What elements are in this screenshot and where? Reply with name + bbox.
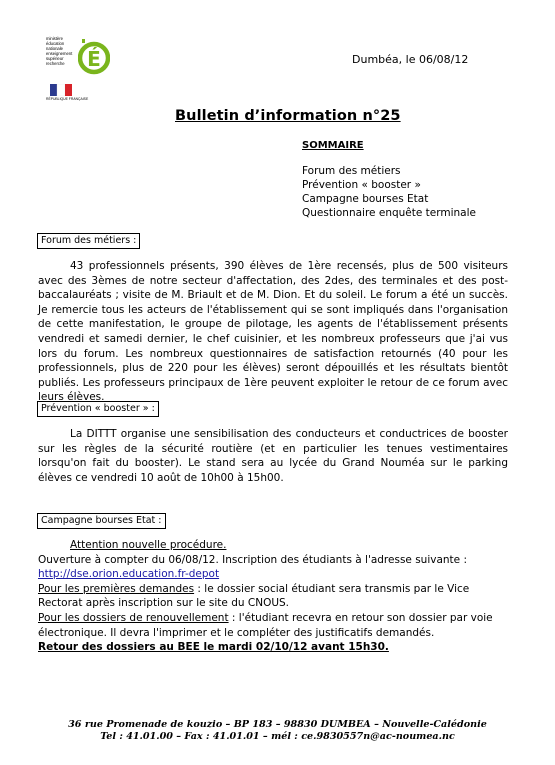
sommaire-item: Campagne bourses Etat [302, 193, 429, 205]
campagne-body [38, 538, 508, 655]
republic-flag-icon [50, 84, 72, 96]
sommaire-item: Prévention « booster » [302, 179, 421, 191]
first-requests-label: Pour les premières demandes [38, 582, 195, 595]
republic-text: RÉPUBLIQUE FRANÇAISE [46, 97, 89, 101]
sommaire-heading: SOMMAIRE [302, 140, 364, 151]
ministry-line: enseignement [46, 51, 73, 56]
ministry-line: supérieur [46, 56, 64, 61]
prevention-text: La DITTT organise une sensibilisation des conducteurs et conductrices de booster sur les règles de la sécurité routière (et en particulier les tenues vestimentaires lorsqu'on fait du booster). Le stand sera au lycée du Grand Nouméa sur le parking élèves ce vendredi 10 août de 10h00 à 15h00. [38, 428, 508, 484]
depot-link[interactable]: http://dse.orion.education.fr-depot [38, 568, 220, 581]
bulletin-title: Bulletin d’information n°25 [175, 108, 401, 124]
ministry-line: éducation [46, 41, 65, 46]
footer-contact: Tel : 41.01.00 – Fax : 41.01.01 – mél : ce.9830557n@ac-noumea.nc [100, 731, 455, 742]
ministry-line: recherche [46, 61, 65, 66]
date-line: Dumbéa, le 06/08/12 [352, 53, 469, 66]
sommaire-item: Forum des métiers [302, 165, 401, 177]
first-requests-text: : le dossier social étudiant sera transmis par le Vice Rectorat après inscription sur le site du CNOUS. [38, 582, 470, 610]
sommaire-item: Questionnaire enquête terminale [302, 207, 476, 219]
campagne-heading: Campagne bourses Etat : [37, 513, 166, 529]
return-deadline: Retour des dossiers au BEE le mardi 02/10/12 avant 15h30. [38, 641, 389, 654]
logo-e-icon [78, 36, 110, 76]
forum-heading: Forum des métiers : [37, 233, 140, 249]
prevention-heading: Prévention « booster » : [37, 401, 159, 417]
attention-note: Attention nouvelle procédure. [70, 539, 227, 551]
footer-address: 36 rue Promenade de kouzio – BP 183 – 98830 DUMBEA – Nouvelle-Calédonie [68, 719, 487, 730]
sommaire [302, 140, 502, 220]
ministry-line: nationale [46, 46, 63, 51]
footer [0, 719, 555, 743]
ministry-line: ministère [46, 36, 63, 41]
ministry-logo [40, 36, 110, 106]
logo-letter: É [87, 47, 101, 71]
renewal-label: Pour les dossiers de renouvellement [38, 611, 229, 624]
opening-line: Ouverture à compter du 06/08/12. Inscription des étudiants à l'adresse suivante : [38, 553, 468, 566]
forum-text: 43 professionnels présents, 390 élèves de 1ère recensés, plus de 500 visiteurs avec des 3èmes de notre secteur d'affectation, des 2des, des terminales et des post-baccalauréats ; visite de M. Briault et de M. Dion. Et du soleil. Le forum a été un succès. Je remercie tous les acteurs de l'établissement qui se sont impliqués dans l'organisation de cette manifestation, le groupe de pilotage, les agents de l'établissement présents vendredi et samedi dernier, le chef cuisinier, et les nombreux professeurs que j'ai vus lors du forum. Les nombreux questionnaires de satisfaction retournés (40 pour les professionnels, plus de 220 pour les élèves) seront dépouillés et les résultats bientôt publiés. Les professeurs principaux de 1ère peuvent exploiter le retour de ce forum avec leurs élèves. [38, 260, 508, 404]
renewal-text: : l'étudiant recevra en retour son dossier par voie électronique. Il devra l'imprimer et le compléter des justificatifs demandés. [38, 611, 493, 639]
